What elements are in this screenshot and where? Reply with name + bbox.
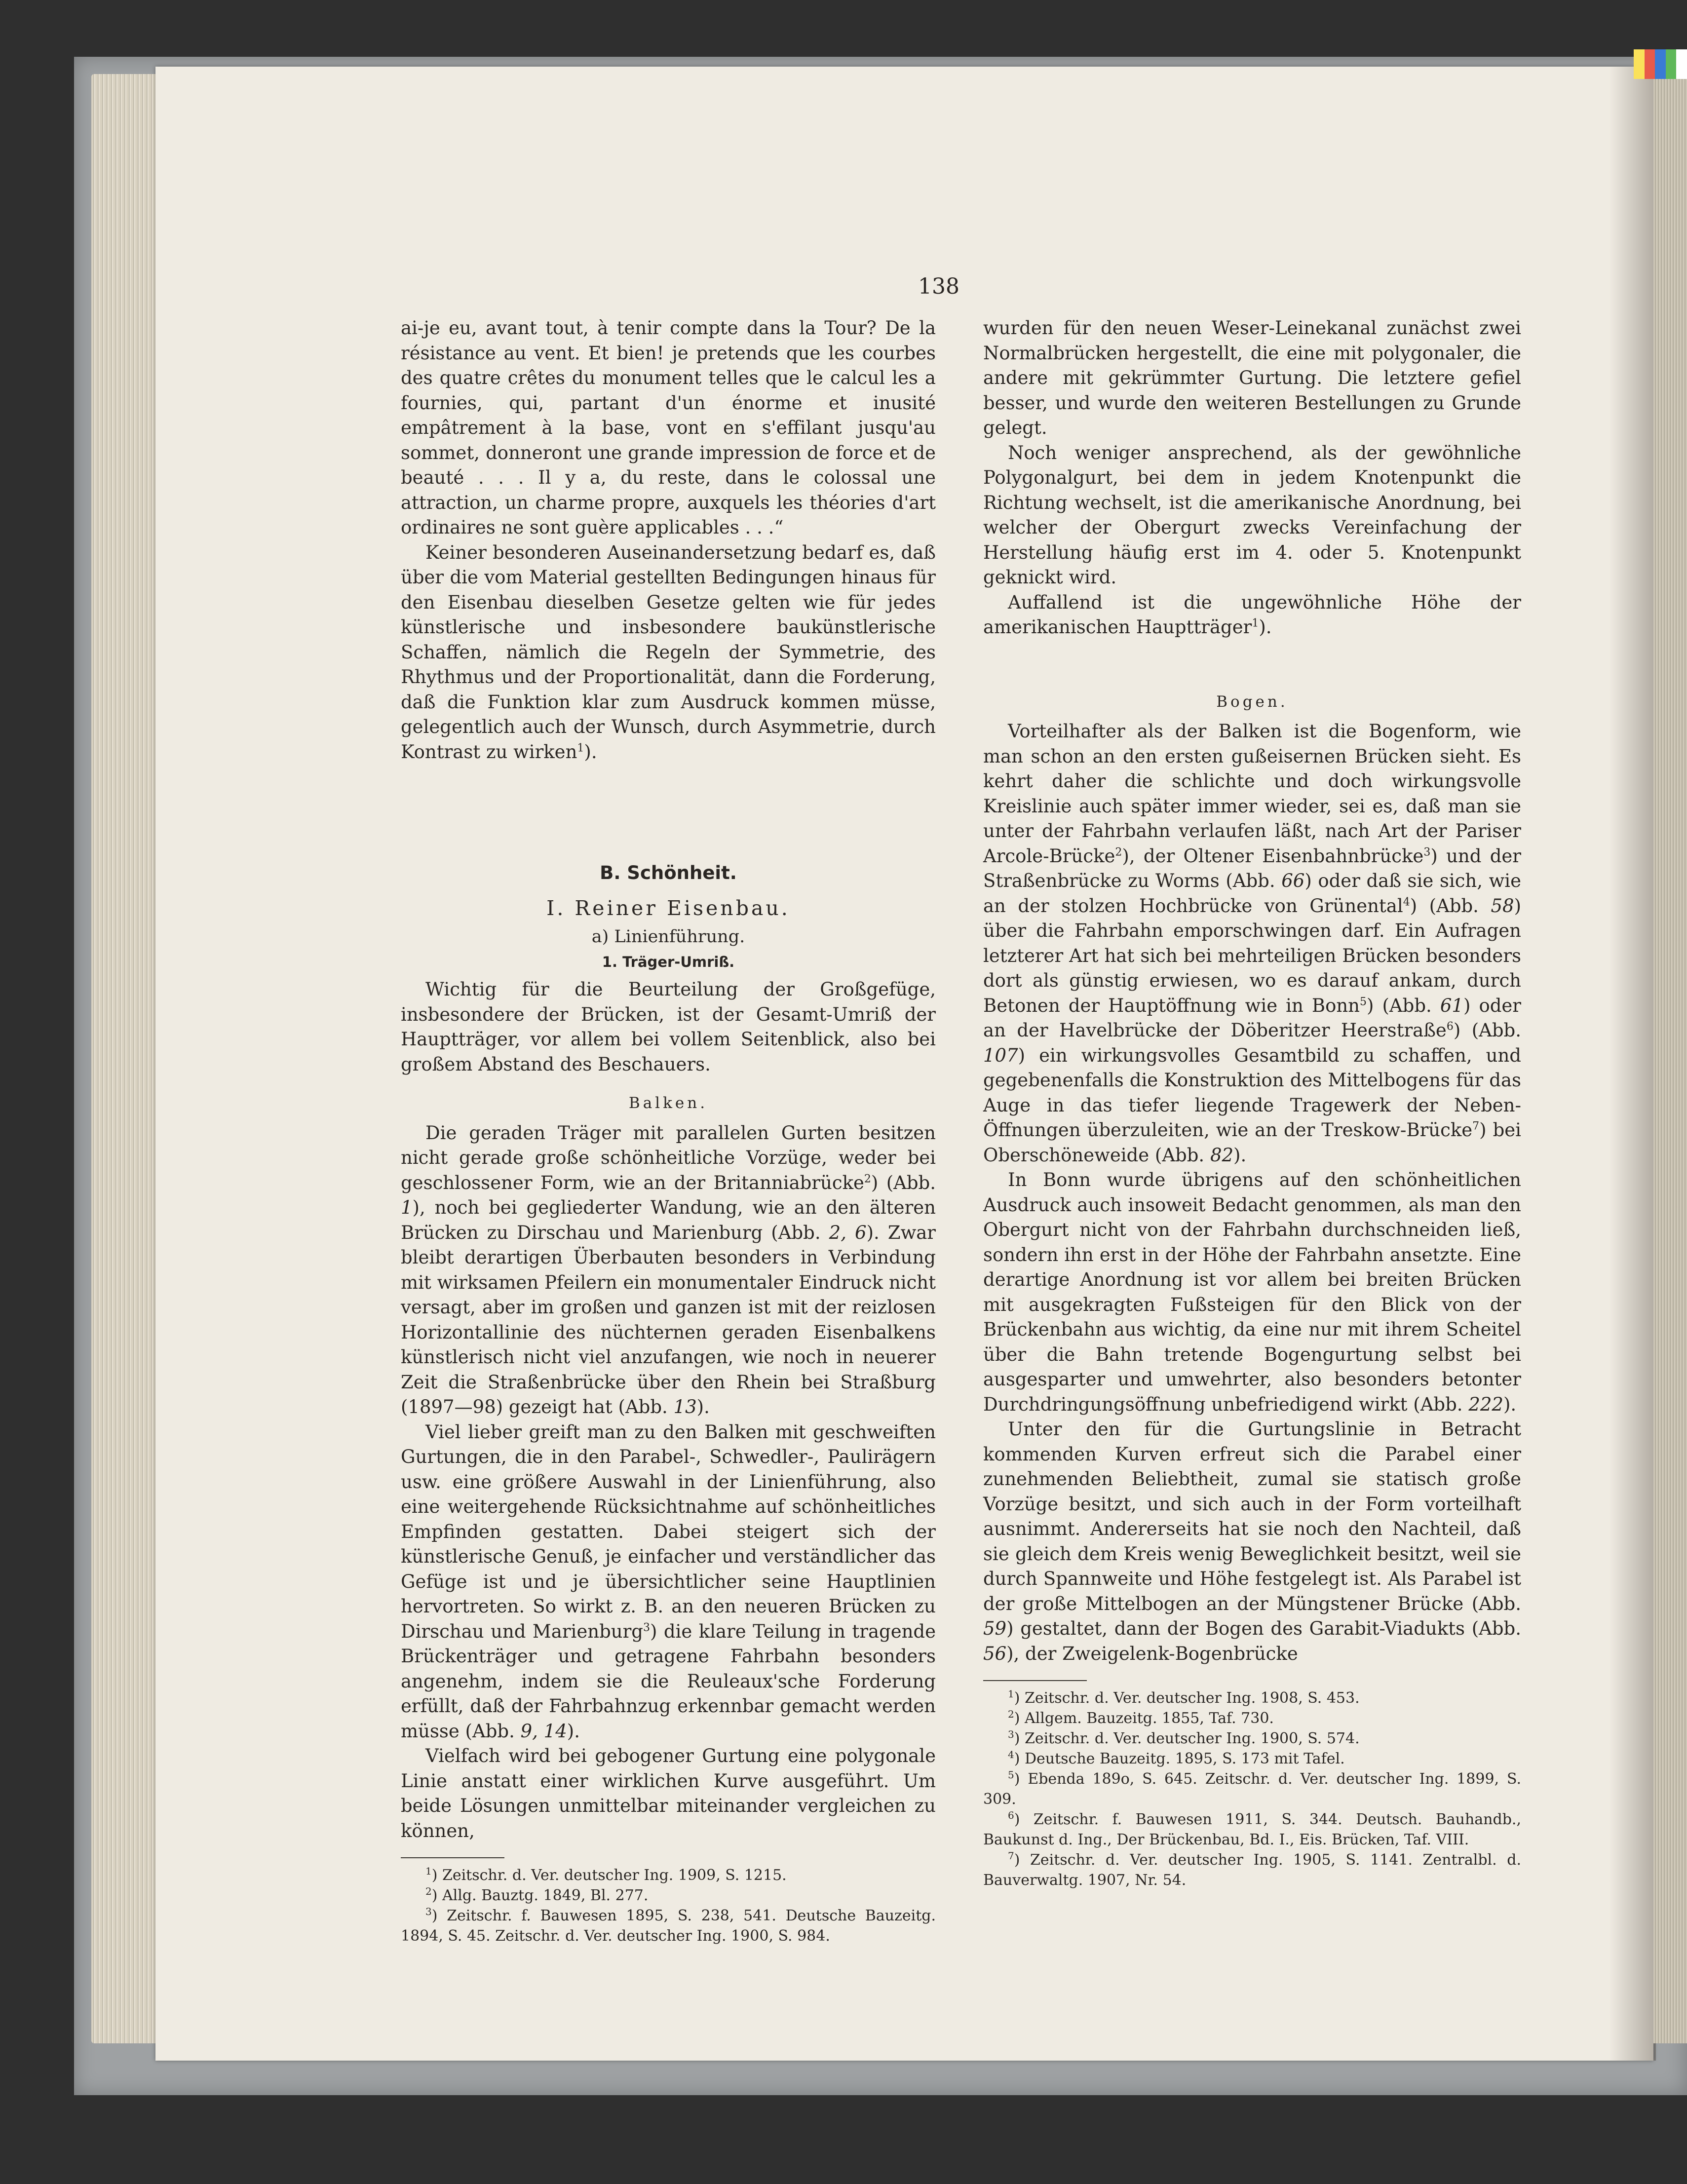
text: ), der Oltener Eisenbahnbrücke (1122, 845, 1424, 867)
footnote-ref[interactable]: 3 (1423, 846, 1431, 859)
footnote (983, 1749, 1521, 1769)
color-swatch (1634, 49, 1645, 79)
footnote (983, 1769, 1521, 1809)
text: Unter den für die Gurtungslinie in Betracht kommenden Kurven erfreut sich die Parabel einer zunehmenden Beliebtheit, zumal sie statisch große Vorzüge besitzt, und sich auch in der Form vorteilhaft ausnimmt. Andererseits hat sie noch den Nachteil, daß sie gleich dem Kreis wenig Beweglichkeit besitzt, weil sie durch Spannweite und Höhe festgelegt ist. Als Parabel ist der große Mittelbogen an der Müngstener Brücke (Abb. (983, 1418, 1521, 1614)
footnote (983, 1809, 1521, 1850)
footnote-number: 4 (1008, 1749, 1014, 1761)
footnote-number: 2 (1008, 1708, 1014, 1720)
text: ). (696, 1396, 710, 1418)
footnote-ref[interactable]: 4 (1403, 896, 1410, 909)
text: ) gestaltet, dann der Bogen des Garabit-Viadukts (Abb. (1006, 1618, 1521, 1639)
subheading-balken: Balken. (628, 1094, 708, 1112)
figure-ref[interactable]: 9, 14 (520, 1720, 567, 1742)
text: ) über die Fahrbahn emporschwingen darf. Ein Aufragen letzterer Art hat sich bei mehrteiligen Brücken besonders dort als günstig erwiesen, wo es darauf ankam, durch Betonen der Hauptöffnung wie in Bonn (983, 895, 1522, 1016)
text: ) und der Straßenbrücke zu Worms (Abb. (983, 845, 1521, 891)
paragraph: Vielfach wird bei gebogener Gurtung eine polygonale Linie anstatt einer wirklichen Kurve ausgeführt. Um beide Lösungen unmittelbar miteinander vergleichen zu können, (401, 1745, 936, 1841)
footnote-divider (983, 1680, 1087, 1681)
footnote-ref[interactable]: 6 (1446, 1020, 1454, 1033)
figure-ref[interactable]: 58 (1491, 895, 1514, 917)
paragraph (983, 1168, 1521, 1417)
footnote-text: ) Zeitschr. d. Ver. deutscher Ing. 1908, S. 453. (1014, 1689, 1360, 1707)
paragraph (983, 590, 1521, 640)
footnote-text: ) Deutsche Bauzeitg. 1895, S. 173 mit Tafel. (1014, 1750, 1345, 1767)
text: Die geraden Träger mit parallelen Gurten besitzen nicht gerade große schönheitliche Vorzüge, weder bei geschlossener Form, wie an der Britanniabrücke (401, 1122, 936, 1193)
subsection-heading: I. Reiner Eisenbau. (546, 896, 790, 920)
text: ) (Abb. (871, 1172, 936, 1193)
text: ) oder daß sie sich, wie an der stolzen Hochbrücke von Grünental (983, 870, 1522, 917)
footnote-ref[interactable]: 3 (643, 1621, 650, 1634)
left-column (401, 316, 936, 1946)
text: ) (Abb. (1453, 1020, 1521, 1041)
text: ). (1259, 616, 1272, 638)
text: ). (567, 1720, 580, 1742)
footnote (983, 1850, 1521, 1890)
page-edges-left (91, 74, 160, 2043)
page-number: 138 (918, 274, 959, 299)
footnote-number: 5 (1008, 1769, 1014, 1781)
footnote-ref[interactable]: 5 (1360, 996, 1367, 1008)
section-heading: B. Schönheit. (600, 862, 737, 883)
paragraph: wurden für den neuen Weser-Leinekanal zunächst zwei Normalbrücken hergestellt, die eine mit polygonaler, die andere mit gekrümmter Gurtung. Die letztere gefiel besser, und wurde den weiteren Bestellungen zu Grunde gelegt. (983, 317, 1521, 438)
footnote-number: 2 (425, 1885, 432, 1897)
text: ) ein wirkungsvolles Gesamtbild zu schaffen, und gegebenenfalls die Konstruktion des Mittelbogens für das Auge in das tiefer liegende Tragewerk der Neben-Öffnungen überzuleiten, wie an der Treskow-Brücke (983, 1044, 1521, 1141)
footnote-number: 7 (1008, 1850, 1014, 1862)
paragraph: ai-je eu, avant tout, à tenir compte dans la Tour? De la résistance au vent. Et bien! je pretends que les courbes des quatre crêtes du monument telles que le calcul les a fournies, qui, partant d'un énorme et inusité empâtrement à la base, vont en s'effilant jusqu'au sommet, donneront une grande impression de force et de beauté . . . Il y a, du reste, dans le colossal une attraction, un charme propre, auxquels les théories d'art ordinaires ne sont guère applicables . . .“ (401, 317, 936, 538)
subsubsection-heading: a) Linienführung. (591, 927, 745, 947)
figure-ref[interactable]: 1 (401, 1197, 413, 1218)
footnote (401, 1865, 936, 1885)
right-column (983, 316, 1521, 1890)
footnote (983, 1688, 1521, 1708)
subheading-bogen: Bogen. (1216, 692, 1288, 711)
text: Viel lieber greift man zu den Balken mit geschweiften Gurtungen, die in den Parabel-, Schwedler-, Paulirägern usw. eine größere Auswahl in der Linienführung, also eine weitergehende Rücksichtnahme auf schönheitliches Empfinden gestatten. Dabei steigert sich der künstlerische Genuß, je einfacher und verständlicher das Gefüge ist und je übersichtlicher seine Hauptlinien hervortreten. So wirkt z. B. an den neueren Brücken zu Dirschau und Marienburg (401, 1421, 936, 1642)
footnote-number: 3 (425, 1906, 432, 1917)
spine-shadow (1609, 67, 1656, 2061)
color-swatch (1676, 49, 1687, 79)
footnote-text: ) Zeitschr. d. Ver. deutscher Ing. 1900, S. 574. (1014, 1730, 1360, 1747)
text: Auffallend ist die ungewöhnliche Höhe der amerikanischen Hauptträger (983, 591, 1521, 638)
text: ). (1233, 1144, 1247, 1166)
footnote-ref[interactable]: 7 (1472, 1120, 1480, 1133)
footnote-number: 1 (425, 1865, 432, 1877)
figure-ref[interactable]: 61 (1440, 995, 1463, 1016)
figure-ref[interactable]: 2, 6 (829, 1222, 867, 1243)
footnote-number: 3 (1008, 1728, 1014, 1740)
figure-ref[interactable]: 66 (1281, 870, 1305, 891)
figure-ref[interactable]: 13 (673, 1396, 697, 1418)
text: ) bei Oberschöneweide (Abb. (983, 1119, 1521, 1166)
topic-heading: 1. Träger-Umriß. (602, 953, 735, 970)
figure-ref[interactable]: 222 (1468, 1393, 1503, 1415)
text: Vorteilhafter als der Balken ist die Bogenform, wie man schon an den ersten gußeisernen Brücken sieht. Es kehrt daher die schlichte und doch wirkungsvolle Kreislinie auch später immer wieder, sei es, daß man sie unter der Fahrbahn verlaufen läßt, nach Art der Pariser Arcole-Brücke (983, 721, 1521, 867)
paragraph (401, 1121, 936, 1420)
paragraph (983, 1417, 1521, 1666)
text: ), der Zweigelenk-Bogenbrücke (1006, 1643, 1298, 1664)
paragraph: Wichtig für die Beurteilung der Großgefüge, insbesondere der Brücken, ist der Gesamt-Umriß der Hauptträger, vor allem bei vollem Seitenblick, also bei großem Abstand des Beschauers. (401, 979, 936, 1075)
footnote-number: 1 (1008, 1688, 1014, 1700)
footnote-number: 6 (1008, 1809, 1014, 1821)
figure-ref[interactable]: 82 (1210, 1144, 1234, 1166)
page-edges-right (1653, 74, 1687, 2043)
text: ). (1503, 1393, 1517, 1415)
color-swatch (1645, 49, 1655, 79)
figure-ref[interactable]: 56 (983, 1643, 1007, 1664)
footnote (983, 1728, 1521, 1749)
text: ) oder an der Havelbrücke der Döberitzer Heerstraße (983, 995, 1521, 1041)
text: ) (Abb. (1410, 895, 1491, 917)
footnote (983, 1708, 1521, 1728)
color-swatch (1655, 49, 1666, 79)
paragraph (401, 1420, 936, 1744)
footnote (401, 1906, 936, 1946)
paragraph (983, 719, 1521, 1168)
text: Keiner besonderen Auseinandersetzung bedarf es, daß über die vom Material gestellten Bedingungen hinaus für den Eisenbau dieselben Gesetze gelten wie für jedes künstlerische und insbesondere baukünstlerische Schaffen, nämlich die Regeln der Symmetrie, des Rhythmus und der Proportionalität, dann die Forderung, daß die Funktion klar zum Ausdruck kommen müsse, gelegentlich auch der Wunsch, durch Asymmetrie, durch Kontrast zu wirken (401, 541, 936, 763)
text: ). Zwar bleibt derartigen Überbauten besonders in Verbindung mit wirksamen Pfeilern ein monumentaler Eindruck nicht versagt, aber im großen und ganzen ist mit der reizlosen Horizontallinie des nüchternen geraden Eisenbalkens künstlerisch nicht viel anzufangen, wie noch in neuerer Zeit die Straßenbrücke über den Rhein bei Straßburg (1897—98) gezeigt hat (Abb. (401, 1222, 936, 1418)
footnote (401, 1885, 936, 1906)
footnote-text: ) Ebenda 189o, S. 645. Zeitschr. d. Ver. deutscher Ing. 1899, S. 309. (983, 1770, 1521, 1808)
text: ). (584, 741, 597, 763)
text: ), noch bei gegliederter Wandung, wie an den älteren Brücken zu Dirschau und Marienburg (Abb. (401, 1197, 936, 1243)
footnote-text: ) Zeitschr. d. Ver. deutscher Ing. 1905, S. 1141. Zentralbl. d. Bauverwaltg. 1907, Nr. 54. (983, 1851, 1521, 1889)
text: ) (Abb. (1367, 995, 1440, 1016)
footnote-text: ) Allg. Bauztg. 1849, Bl. 277. (431, 1887, 649, 1904)
footnote-text: ) Zeitschr. f. Bauwesen 1895, S. 238, 541. Deutsche Bauzeitg. 1894, S. 45. Zeitschr. d. Ver. deutscher Ing. 1900, S. 984. (401, 1907, 936, 1945)
figure-ref[interactable]: 107 (983, 1044, 1018, 1066)
paragraph: Noch weniger ansprechend, als der gewöhnliche Polygonalgurt, bei dem in jedem Knotenpunkt die Richtung wechselt, ist die amerikanische Anordnung, bei welcher der Obergurt zwecks Vereinfachung der Herstellung häufig erst im 4. oder 5. Knotenpunkt geknickt wird. (983, 442, 1521, 588)
color-swatch (1666, 49, 1677, 79)
footnote-ref[interactable]: 2 (1115, 846, 1122, 859)
paragraph (401, 540, 936, 765)
color-calibration-strip (1634, 49, 1687, 79)
text: ) die klare Teilung in tragende Brückenträger und getragene Fahrbahn besonders angenehm, indem sie die Reuleaux'sche Forderung erfüllt, daß der Fahrbahnzug erkennbar gemacht werden müsse (Abb. (401, 1620, 936, 1742)
footnote-ref[interactable]: 1 (1252, 617, 1259, 630)
footnote-text: ) Allgem. Bauzeitg. 1855, Taf. 730. (1014, 1710, 1274, 1727)
figure-ref[interactable]: 59 (983, 1618, 1007, 1639)
footnote-divider (401, 1857, 504, 1858)
text: In Bonn wurde übrigens auf den schönheitlichen Ausdruck auch insoweit Bedacht genommen, als man den Obergurt nicht von der Fahrbahn durchschneiden ließ, sondern ihn erst in der Höhe der Fahrbahn ansetzte. Eine derartige Anordnung ist vor allem bei breiten Brücken mit ausgekragten Fußsteigen für den Blick von der Brückenbahn aus wichtig, da eine nur mit ihrem Scheitel über die Bahn tretende Bogengurtung selbst bei ausgesparter und umwehrter, also besonders betonter Durchdringungsöffnung unbefriedigend wirkt (Abb. (983, 1169, 1521, 1415)
footnote-text: ) Zeitschr. d. Ver. deutscher Ing. 1909, S. 1215. (431, 1867, 787, 1884)
footnote-text: ) Zeitschr. f. Bauwesen 1911, S. 344. Deutsch. Bauhandb., Baukunst d. Ing., Der Brückenbau, Bd. I., Eis. Brücken, Taf. VIII. (983, 1811, 1521, 1848)
footnote-ref[interactable]: 2 (864, 1173, 871, 1186)
footnote-ref[interactable]: 1 (577, 742, 584, 755)
